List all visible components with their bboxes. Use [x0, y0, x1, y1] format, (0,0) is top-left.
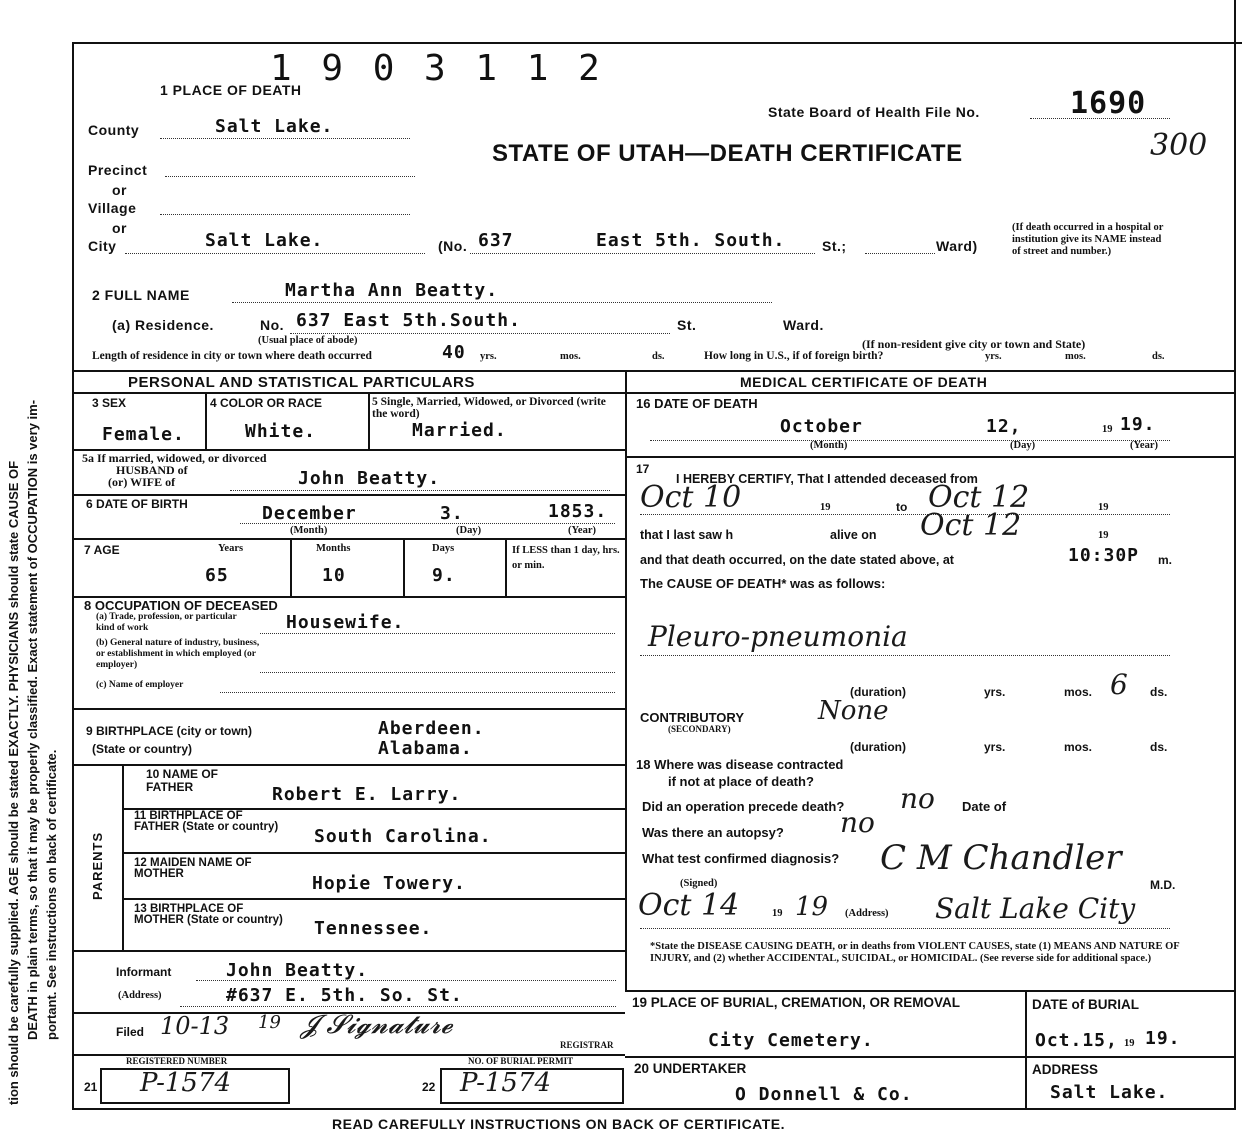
death-day-note: (Day)	[1010, 440, 1036, 451]
sex-label: 3 SEX	[92, 396, 127, 410]
registered-number-label: REGISTERED NUMBER	[126, 1056, 228, 1066]
county-value: Salt Lake.	[215, 116, 334, 137]
death-year-prefix: 19	[1102, 424, 1113, 435]
age-months-label: Months	[316, 543, 351, 554]
cause-label: The CAUSE OF DEATH* was as follows:	[640, 576, 886, 591]
how-long-label: How long in U.S., if of foreign birth?	[704, 350, 884, 362]
right-border	[1234, 0, 1236, 1110]
attended-from: Oct 10	[640, 480, 742, 515]
operation-label: Did an operation precede death?	[642, 799, 845, 814]
last-saw-label: that I last saw h	[640, 528, 734, 542]
birthplace-state: Alabama.	[378, 738, 473, 759]
registrar-signature: 𝓙 𝓢𝓲𝓰𝓷𝓪𝓽𝓾𝓻𝓮	[300, 1010, 453, 1040]
full-name-value: Martha Ann Beatty.	[285, 280, 499, 301]
contributory-value: None	[818, 696, 889, 726]
last-saw-date: Oct 12	[920, 508, 1022, 543]
personal-header: PERSONAL AND STATISTICAL PARTICULARS	[128, 374, 475, 391]
undertaker-value: O Donnell & Co.	[735, 1084, 913, 1105]
burial-permit-number: P-1574	[460, 1068, 552, 1098]
length-ds-unit: ds.	[652, 351, 665, 362]
contributory-mos-label: mos.	[1064, 740, 1093, 754]
place-of-death-label: 1 PLACE OF DEATH	[160, 82, 302, 98]
medical-header: MEDICAL CERTIFICATE OF DEATH	[740, 374, 988, 390]
top-border	[72, 42, 1242, 44]
death-month-note: (Month)	[810, 440, 848, 451]
contributory-label: CONTRIBUTORY	[640, 710, 744, 725]
street-no-label: (No.	[438, 238, 468, 254]
attended-to: Oct 12	[928, 480, 1030, 515]
cause-ds-label: ds.	[1150, 685, 1168, 699]
residence-value: 637 East 5th.South.	[296, 310, 521, 331]
dob-month-note: (Month)	[290, 525, 328, 536]
cause-footnote: *State the DISEASE CAUSING DEATH, or in deaths from VIOLENT CAUSES, state (1) MEANS AND NATURE OF INJURY, and (2) whether ACCIDENTAL, SUICIDAL, or HOMICIDAL. (See reverse side for additional space.)	[650, 941, 1180, 964]
occupation-a-label: (a) Trade, profession, or particular kind of work	[96, 612, 237, 633]
dob-day-note: (Day)	[456, 525, 482, 536]
cause-duration-mos: 6	[1110, 668, 1128, 701]
street-no-value: 637	[478, 230, 514, 251]
dob-year-note: (Year)	[568, 525, 596, 536]
mother-birthplace-label: 13 BIRTHPLACE OF MOTHER (State or country)	[134, 903, 283, 926]
age-days-label: Days	[432, 543, 455, 554]
sidebar-line-3: portant. See instructions on back of certificate.	[44, 749, 59, 1040]
filed-label: Filed	[116, 1025, 145, 1039]
death-date-label: 16 DATE OF DEATH	[636, 396, 758, 411]
abode-note: (Usual place of abode)	[258, 335, 358, 346]
st-label: St.;	[822, 238, 847, 254]
us-yrs-unit: yrs.	[985, 351, 1002, 362]
city-value: Salt Lake.	[205, 230, 324, 251]
birthplace-city: Aberdeen.	[378, 718, 485, 739]
operation-value: no	[900, 782, 935, 815]
contributory-yrs-label: yrs.	[984, 740, 1006, 754]
or-label-1: or	[112, 182, 127, 198]
birthplace-label: 9 BIRTHPLACE (city or town)	[86, 724, 253, 738]
dob-label: 6 DATE OF BIRTH	[86, 497, 188, 511]
ward-label: Ward)	[936, 238, 978, 254]
field-17-label: 17	[636, 462, 650, 476]
us-ds-unit: ds.	[1152, 351, 1165, 362]
length-mos-unit: mos.	[560, 351, 581, 362]
undertaker-address-label: ADDRESS	[1032, 1062, 1099, 1077]
color-label: 4 COLOR OR RACE	[210, 396, 323, 410]
residence-no-label: No.	[260, 317, 285, 333]
filed-year: 19	[258, 1012, 281, 1033]
village-label: Village	[88, 200, 137, 216]
father-birthplace-label: 11 BIRTHPLACE OF FATHER (State or country)	[134, 810, 279, 833]
hospital-note: (If death occurred in a hospital or institution give its NAME instead of street and number.)	[1012, 222, 1164, 257]
to-year-prefix: 19	[1098, 502, 1109, 513]
death-year-note: (Year)	[1130, 440, 1158, 451]
informant-address-label: (Address)	[118, 990, 162, 1001]
color-value: White.	[245, 421, 317, 442]
age-label: 7 AGE	[84, 543, 120, 557]
age-months: 10	[322, 565, 346, 586]
father-label: 10 NAME OF FATHER	[146, 767, 219, 794]
dob-year: 1853.	[548, 501, 608, 522]
sidebar-line-2: DEATH in plain terms, so that it may be properly classified. Exact statement of OCCUPATION is very im-	[25, 399, 40, 1040]
father-value: Robert E. Larry.	[272, 784, 462, 805]
alive-on-label: alive on	[830, 528, 877, 542]
spouse-label-1: 5a If married, widowed, or divorced	[82, 451, 267, 465]
certify-text: I HEREBY CERTIFY, That I attended deceased from	[676, 472, 978, 486]
field-21-label: 21	[84, 1080, 98, 1094]
burial-year-prefix: 19	[1124, 1038, 1135, 1049]
diagnosis-label: What test confirmed diagnosis?	[642, 851, 840, 866]
last-saw-year-prefix: 19	[1098, 530, 1109, 541]
signed-year: 19	[795, 892, 829, 922]
mother-value: Hopie Towery.	[312, 873, 466, 894]
contracted-label-2: if not at place of death?	[668, 774, 814, 789]
registered-number: P-1574	[140, 1068, 232, 1098]
serial-number: 1 9 0 3 1 1 2	[270, 48, 604, 89]
us-mos-unit: mos.	[1065, 351, 1086, 362]
undertaker-label: 20 UNDERTAKER	[634, 1061, 747, 1076]
section-divider	[625, 370, 627, 990]
from-year-prefix: 19	[820, 502, 831, 513]
operation-date-label: Date of	[962, 799, 1007, 814]
signed-date: Oct 14	[638, 888, 740, 923]
to-label: to	[896, 500, 908, 514]
spouse-value: John Beatty.	[298, 468, 441, 489]
certificate-title: STATE OF UTAH—DEATH CERTIFICATE	[492, 140, 963, 167]
cause-duration-label: (duration)	[850, 685, 906, 699]
age-years: 65	[205, 565, 229, 586]
contributory-duration-label: (duration)	[850, 740, 906, 754]
age-years-label: Years	[218, 543, 244, 554]
burial-place-label: 19 PLACE OF BURIAL, CREMATION, OR REMOVAL	[632, 995, 961, 1010]
autopsy-label: Was there an autopsy?	[642, 825, 784, 840]
marital-value: Married.	[412, 420, 507, 441]
secondary-label: (SECONDARY)	[668, 724, 731, 734]
occupation-b-label: (b) General nature of industry, business, or establishment in which employed (or employer)	[96, 638, 260, 670]
sidebar-line-1: tion should be carefully supplied. AGE should be stated EXACTLY. PHYSICIANS should state CAUSE OF	[6, 460, 21, 1105]
corner-number: 300	[1150, 128, 1208, 163]
death-time-label: and that death occurred, on the date stated above, at	[640, 553, 954, 567]
death-year: 19.	[1120, 414, 1156, 435]
dob-day: 3.	[440, 503, 464, 524]
file-no: 1690	[1070, 86, 1147, 121]
precinct-label: Precinct	[88, 162, 148, 178]
length-yrs-unit: yrs.	[480, 351, 497, 362]
file-no-label: State Board of Health File No.	[768, 104, 980, 120]
street-value: East 5th. South.	[596, 230, 786, 251]
sex-value: Female.	[102, 424, 185, 445]
cause-value: Pleuro-pneumonia	[648, 620, 908, 653]
father-birthplace: South Carolina.	[314, 826, 492, 847]
informant-label: Informant	[116, 965, 172, 979]
md-label: M.D.	[1150, 878, 1176, 892]
burial-date: Oct.15,	[1035, 1030, 1118, 1051]
physician-signature: C M Chandler	[880, 838, 1122, 878]
death-day: 12,	[986, 416, 1022, 437]
autopsy-value: no	[840, 806, 875, 839]
city-label: City	[88, 238, 117, 254]
dob-month: December	[262, 503, 357, 524]
parents-label: PARENTS	[90, 831, 105, 900]
residence-ward-label: Ward.	[783, 317, 824, 333]
full-name-label: 2 FULL NAME	[92, 287, 190, 303]
or-label-2: or	[112, 220, 127, 236]
death-time-m: m.	[1158, 553, 1173, 567]
mother-birthplace: Tennessee.	[314, 918, 433, 939]
burial-place: City Cemetery.	[708, 1030, 874, 1051]
occupation-label: 8 OCCUPATION OF DECEASED	[84, 598, 278, 613]
bottom-border	[72, 1108, 1236, 1110]
burial-permit-label: NO. OF BURIAL PERMIT	[468, 1056, 574, 1066]
footer-note: READ CAREFULLY INSTRUCTIONS ON BACK OF CERTIFICATE.	[332, 1116, 786, 1132]
mother-label: 12 MAIDEN NAME OF MOTHER	[134, 857, 252, 880]
death-month: October	[780, 416, 863, 437]
signed-year-prefix: 19	[772, 908, 783, 919]
residence-label: (a) Residence.	[112, 317, 214, 333]
physician-address-label: (Address)	[845, 908, 889, 919]
marital-label: 5 Single, Married, Widowed, or Divorced (write the word)	[372, 396, 606, 420]
informant-value: John Beatty.	[226, 960, 369, 981]
birthplace-state-label: (State or country)	[92, 742, 193, 756]
contracted-label-1: 18 Where was disease contracted	[636, 757, 844, 772]
nonres-note: (If non-resident give city or town and State)	[862, 337, 1086, 351]
cause-yrs-label: yrs.	[984, 685, 1006, 699]
death-time: 10:30P	[1068, 545, 1140, 566]
county-label: County	[88, 122, 140, 138]
occupation-value: Housewife.	[286, 612, 405, 633]
age-days: 9.	[432, 565, 456, 586]
registrar-label: REGISTRAR	[560, 1040, 614, 1050]
length-years: 40	[442, 342, 466, 363]
cause-mos-label: mos.	[1064, 685, 1093, 699]
contributory-ds-label: ds.	[1150, 740, 1168, 754]
age-less-label: If LESS than 1 day, hrs. or min.	[512, 545, 620, 571]
residence-st-label: St.	[677, 317, 697, 333]
signed-label: (Signed)	[680, 878, 718, 889]
spouse-label-3: (or) WIFE of	[108, 475, 176, 489]
burial-year: 19.	[1145, 1028, 1181, 1049]
filed-date: 10-13	[160, 1012, 230, 1040]
burial-date-label: DATE of BURIAL	[1032, 997, 1139, 1012]
physician-address: Salt Lake City	[935, 892, 1136, 925]
spouse-label-2: HUSBAND of	[116, 463, 188, 477]
undertaker-address: Salt Lake.	[1050, 1082, 1169, 1103]
occupation-c-label: (c) Name of employer	[96, 680, 184, 690]
length-label: Length of residence in city or town where death occurred	[92, 350, 372, 362]
informant-address: #637 E. 5th. So. St.	[226, 985, 463, 1006]
field-22-label: 22	[422, 1080, 436, 1094]
